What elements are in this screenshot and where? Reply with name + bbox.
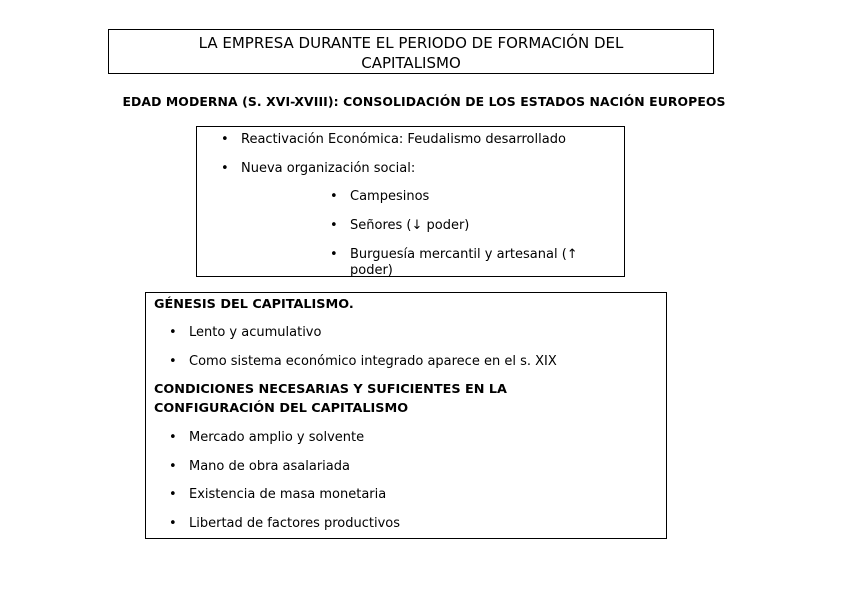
- title-line-2: CAPITALISMO: [361, 54, 461, 72]
- list-item: [169, 430, 365, 446]
- list-item-text: Lento y acumulativo: [189, 325, 322, 340]
- list-item-text: Existencia de masa monetaria: [189, 487, 387, 502]
- capitalism-genesis-box: [145, 292, 667, 539]
- list-item: [221, 161, 416, 177]
- bullet-icon: •: [221, 132, 229, 147]
- list-item: [169, 459, 350, 475]
- list-item: [169, 516, 401, 532]
- subtitle: EDAD MODERNA (S. XVI-XVIII): CONSOLIDACIÓN DE LOS ESTADOS NACIÓN EUROPEOS: [122, 94, 726, 109]
- bullet-icon: •: [169, 430, 177, 445]
- list-item-text: Nueva organización social:: [241, 161, 416, 176]
- list-item-text: Libertad de factores productivos: [189, 516, 401, 531]
- conditions-heading-line-2: CONFIGURACIÓN DEL CAPITALISMO: [154, 401, 409, 416]
- social-organization-box: [196, 126, 625, 277]
- list-item-text: Mano de obra asalariada: [189, 459, 350, 474]
- sub-list-item: [330, 189, 430, 205]
- list-item-text: Como sistema económico integrado aparece en el s. XIX: [189, 354, 557, 369]
- bullet-icon: •: [330, 218, 338, 233]
- sub-list-item-text: Burguesía mercantil y artesanal (↑ poder): [350, 247, 578, 277]
- bullet-icon: •: [169, 354, 177, 369]
- title-line-1: LA EMPRESA DURANTE EL PERIODO DE FORMACIÓN DEL: [198, 34, 624, 52]
- bullet-icon: •: [221, 161, 229, 176]
- title-box: [108, 29, 714, 74]
- bullet-icon: •: [330, 247, 338, 262]
- bullet-icon: •: [169, 487, 177, 502]
- bullet-icon: •: [169, 459, 177, 474]
- list-item: [221, 132, 566, 148]
- sub-list-item-text: Señores (↓ poder): [350, 218, 470, 233]
- bullet-icon: •: [169, 325, 177, 340]
- list-item: [169, 487, 387, 503]
- conditions-heading-line-1: CONDICIONES NECESARIAS Y SUFICIENTES EN LA: [154, 382, 507, 397]
- list-item-text: Mercado amplio y solvente: [189, 430, 365, 445]
- bullet-icon: •: [330, 189, 338, 204]
- list-item: [169, 325, 322, 341]
- list-item-text: Reactivación Económica: Feudalismo desarrollado: [241, 132, 566, 147]
- genesis-heading: GÉNESIS DEL CAPITALISMO.: [154, 297, 354, 312]
- sub-list-item-text: Campesinos: [350, 189, 430, 204]
- sub-list-item: [330, 247, 605, 277]
- list-item: [169, 354, 557, 370]
- bullet-icon: •: [169, 516, 177, 531]
- sub-list-item: [330, 218, 470, 234]
